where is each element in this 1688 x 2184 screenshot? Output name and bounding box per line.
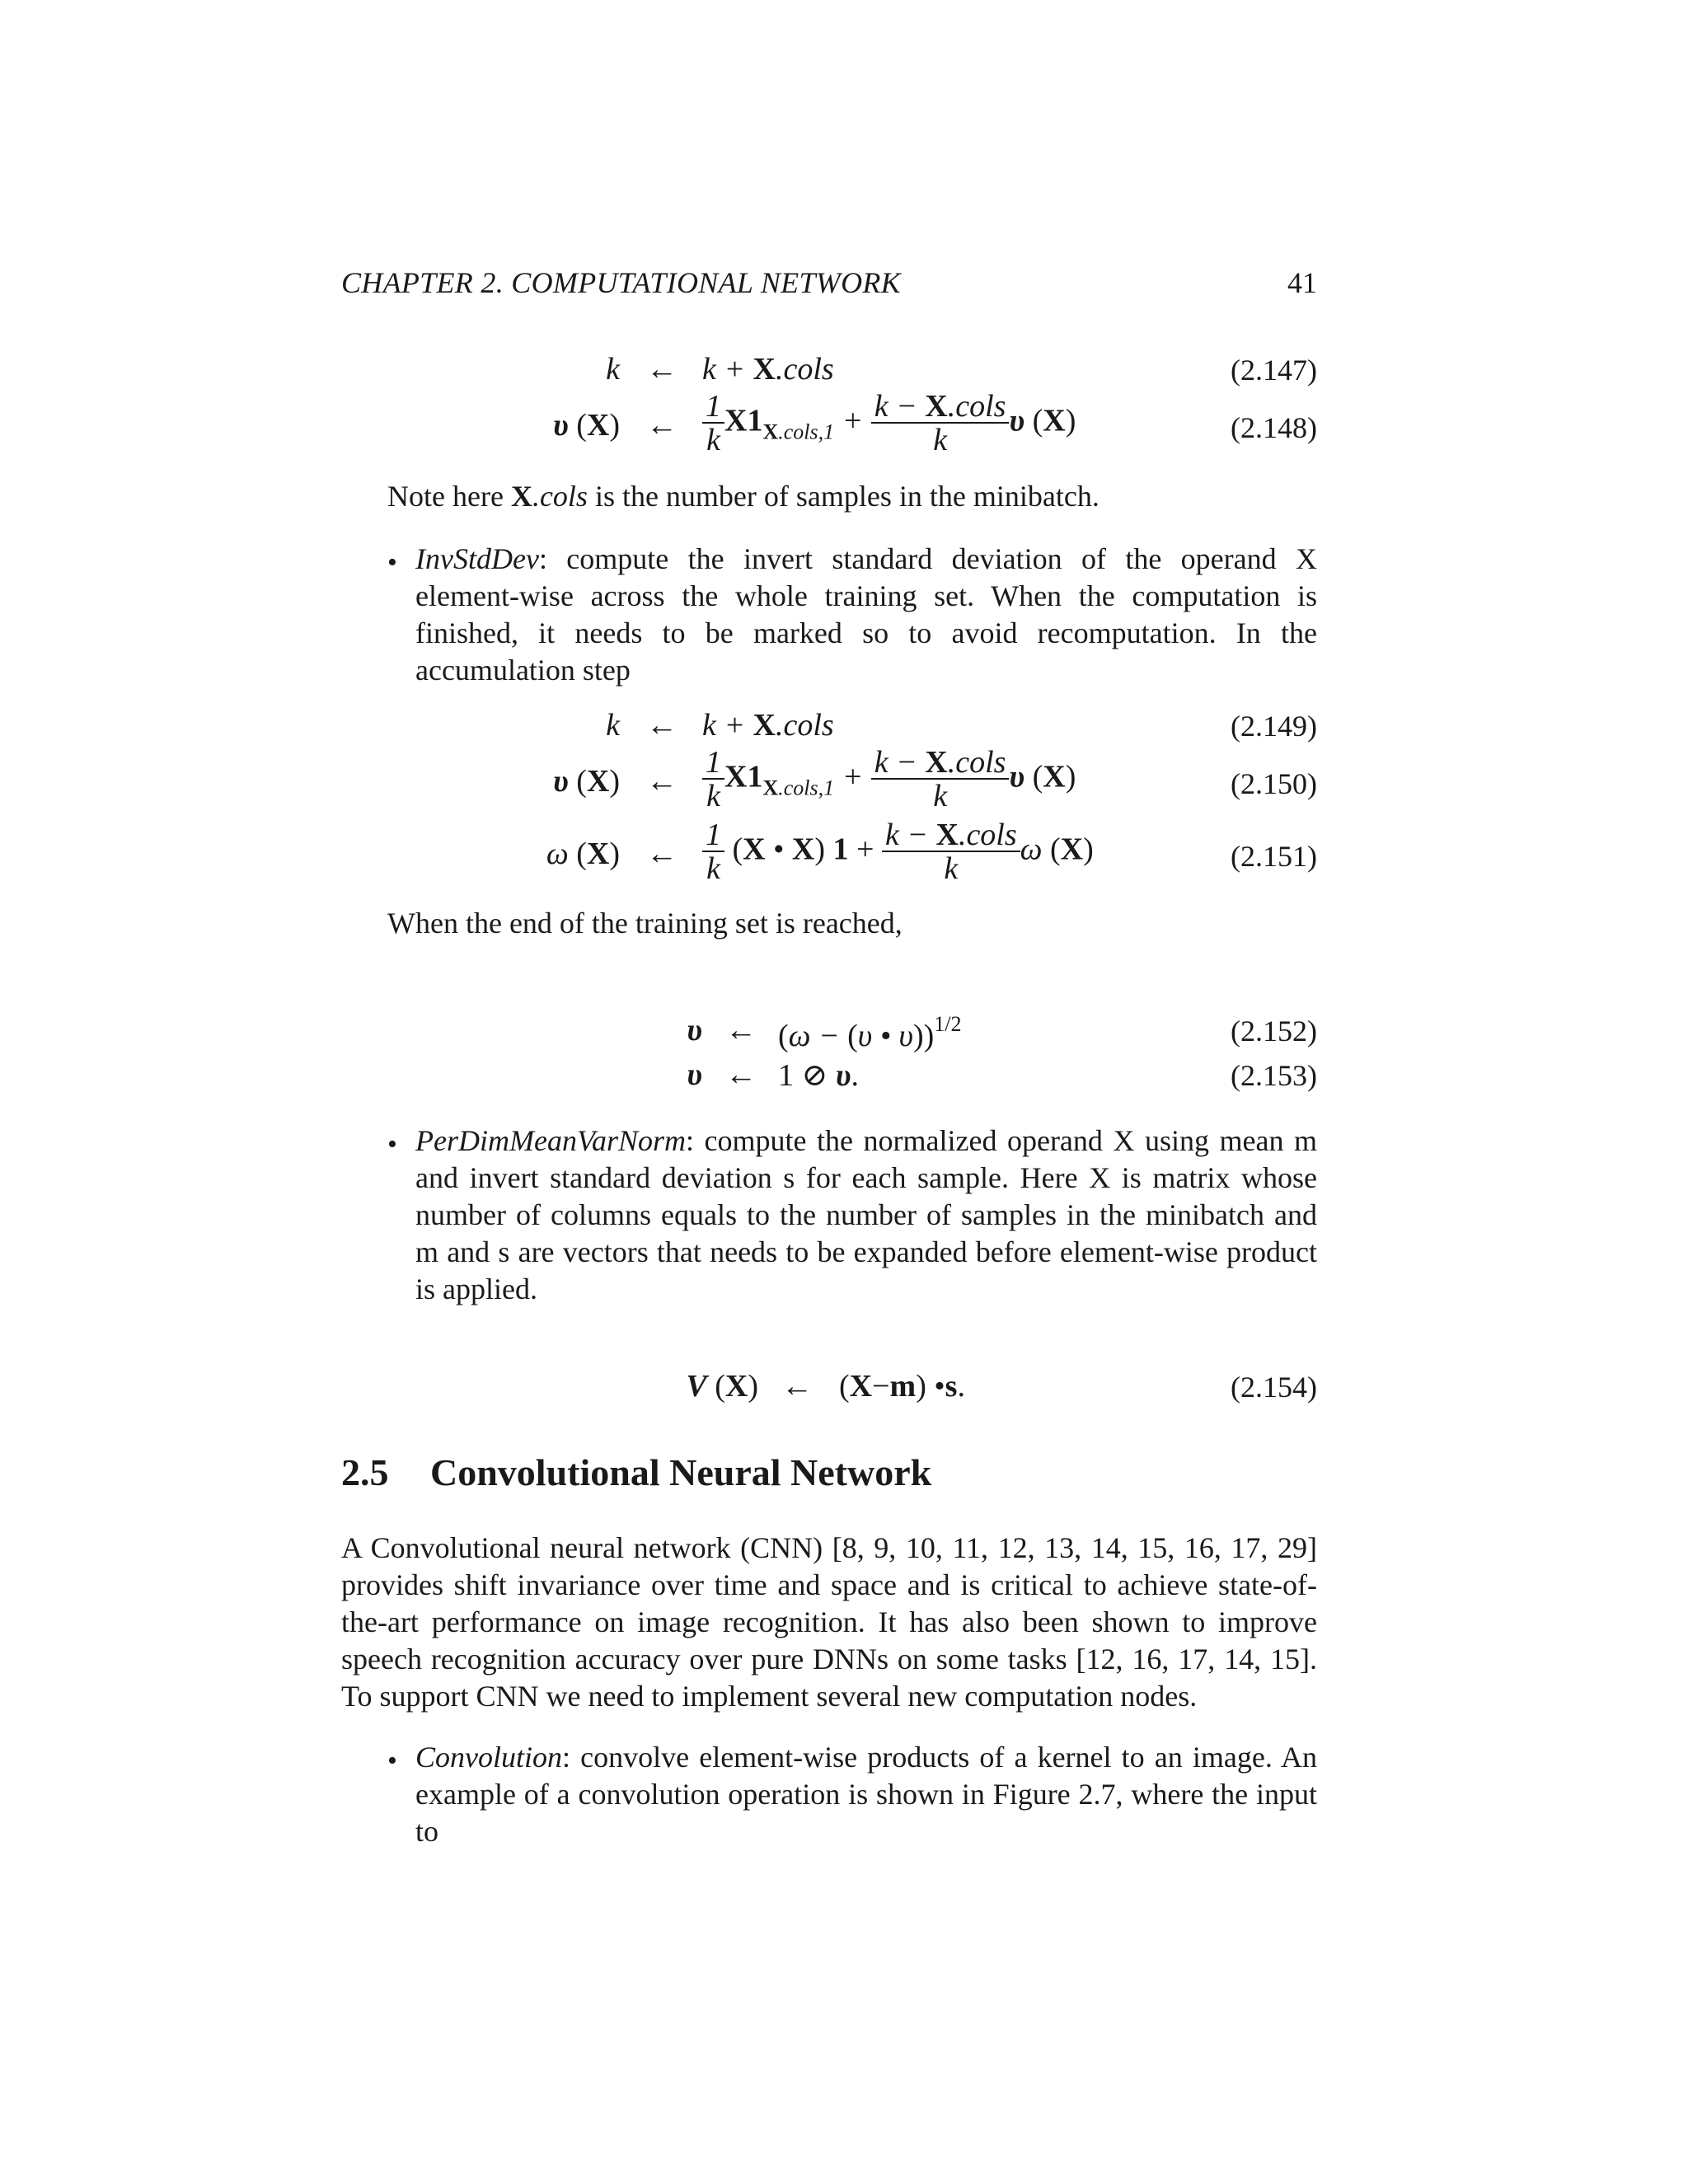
section-title: Convolutional Neural Network — [430, 1451, 932, 1493]
bullet-icon: • — [387, 1129, 397, 1160]
bullet-icon: • — [387, 547, 397, 578]
page-number: 41 — [1287, 266, 1317, 299]
cnn-intro-paragraph: A Convolutional neural network (CNN) [8, 9, 10, 11, 12, 13, 14, 15, 16, 17, 29] provides shift invariance over time and space and is critical to achieve state-of-the-art performance on image recognition. It has also been shown to improve speech recognition accuracy over pure DNNs on some tasks [12, 16, 17, 14, 15]. To support CNN we need to implement several new computation nodes. — [341, 1531, 1317, 1713]
equation-2-149: k ← k + X.cols (2.149) — [606, 708, 1317, 743]
equation-number: (2.149) — [1231, 710, 1317, 743]
equation-2-150: υ (X) ← $\frac{1}{k}$ $X1_{X.cols,1}$ + $\frac{\text{k − X.cols}}{k}$ υ (X) (2.150) — [553, 745, 1317, 813]
equation-number: (2.151) — [1231, 840, 1317, 873]
end-of-training-paragraph: When the end of the training set is reached, — [387, 907, 903, 940]
chapter-title: CHAPTER 2. COMPUTATIONAL NETWORK — [341, 266, 901, 299]
equation-2-147: k ← k + X.cols (2.147) — [606, 352, 1317, 387]
equation-number: (2.154) — [1231, 1371, 1317, 1404]
equation-2-152: υ ← (ω − (υ • υ))$^{1/2}$ (2.152) — [687, 1012, 1317, 1053]
section-number: 2.5 — [341, 1451, 389, 1493]
equation-2-151: ω (X) ← $\frac{1}{k}$ (X • X) 1 + $\frac{\text{k − X.cols}}{k}$ ω (X) (2.151) — [546, 818, 1317, 886]
perdim-paragraph: PerDimMeanVarNorm: compute the normalized operand X using mean m and invert standard deviation s for each sample. Here X is matrix whose number of columns equals to the number of samples in the minibatch and m and s are vectors that needs to be expanded before element-wise product is applied. — [415, 1124, 1317, 1305]
convolution-paragraph: Convolution: convolve element-wise products of a kernel to an image. An example of a convolution operation is shown in Figure 2.7, where the input to — [415, 1741, 1317, 1848]
equation-number: (2.148) — [1231, 411, 1317, 444]
equation-2-148: υ (X) ← $\frac{1}{k}$ $X1_{X.cols,1}$ + $\frac{\text{k − X.cols}}{k}$ υ (X) (2.148) — [553, 389, 1317, 457]
equation-number: (2.147) — [1231, 354, 1317, 387]
invstddev-paragraph: InvStdDev: compute the invert standard deviation of the operand X element-wise across the whole training set. When the computation is finished, it needs to be marked so to avoid recomputation. In the accumulation step — [415, 542, 1317, 687]
note-paragraph: Note here X.cols is the number of samples in the minibatch. — [387, 480, 1100, 513]
equation-2-154: V (X) ← (X−m) •s. (2.154) — [686, 1369, 1317, 1404]
equation-number: (2.152) — [1231, 1015, 1317, 1047]
equation-2-153: υ ← 1 ⊘ υ. (2.153) — [687, 1057, 1317, 1093]
running-head — [341, 265, 1317, 303]
bullet-icon: • — [387, 1746, 397, 1776]
equation-number: (2.153) — [1231, 1059, 1317, 1092]
equation-number: (2.150) — [1231, 767, 1317, 800]
